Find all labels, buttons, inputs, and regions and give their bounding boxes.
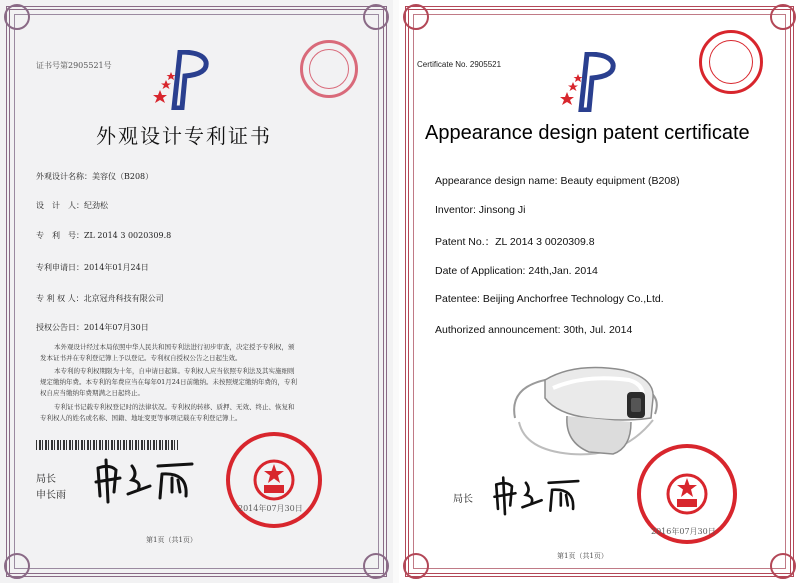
body-line: 专利证书记载专利权登记时的法律状况。专利权的转移、质押、无效、终止、恢复和 [54, 403, 295, 411]
director-name: 申长雨 [36, 490, 66, 501]
director-signature [491, 474, 587, 516]
director-title: 局长 [453, 494, 473, 505]
field-row [36, 262, 149, 273]
field-row [36, 230, 171, 241]
field-row: Patentee: Beijing Anchorfree Technology Co.,Ltd. [435, 293, 664, 305]
field-value: ZL 2014 3 0020309.8 [84, 231, 172, 240]
field-label: 授权公告日： [36, 323, 84, 332]
field-label: 设 计 人： [36, 201, 84, 210]
seal-date: 2016年07月30日 [651, 527, 716, 536]
chinese-certificate [0, 0, 393, 583]
certificate-title: 外观设计专利证书 [96, 124, 272, 148]
corner-ornament [4, 553, 30, 579]
page-footer: 第1页（共1页） [557, 552, 608, 560]
field-value: 美容仪（B208） [92, 172, 154, 181]
corner-ornament [403, 553, 429, 579]
field-value: 北京冠舟科技有限公司 [83, 294, 164, 303]
english-certificate [399, 0, 800, 583]
corner-ornament [363, 4, 389, 30]
print-control-seal-inner [709, 40, 753, 84]
beauty-device-image [505, 358, 665, 468]
corner-ornament [770, 553, 796, 579]
field-label: 专 利 号： [36, 231, 84, 240]
body-line: 权自应当缴纳年费期满之日起终止。 [40, 389, 144, 397]
field-value: 纪劲松 [84, 201, 108, 210]
corner-ornament [363, 553, 389, 579]
certificate-number: Certificate No. 2905521 [417, 60, 502, 69]
body-line: 本专利的专利权期限为十年，自申请日起算。专利权人应当依照专利法及其实施细则 [54, 367, 295, 375]
body-line: 专利权人的姓名或名称、国籍、地址变更等事项记载在专利登记簿上。 [40, 414, 242, 422]
page-footer: 第1页（共1页） [146, 536, 197, 544]
field-row [36, 171, 153, 182]
print-control-seal-inner [309, 49, 349, 89]
field-row: Patent No.：ZL 2014 3 0020309.8 [435, 236, 595, 248]
certificate-number: 证书号第2905521号 [36, 61, 112, 70]
national-emblem-icon [252, 458, 296, 502]
field-row: Authorized announcement: 30th, Jul. 2014 [435, 324, 633, 336]
field-label: 专 利 权 人： [36, 294, 84, 303]
field-row [36, 200, 108, 211]
body-line: 规定缴纳年费。本专利的年费应当在每年01月24日前缴纳。未按照规定缴纳年费的，专利 [40, 378, 298, 386]
body-line: 本外观设计经过本局依照中华人民共和国专利法进行初步审查，决定授予专利权，颁 [54, 343, 295, 351]
field-row: Appearance design name: Beauty equipment (B208) [435, 175, 680, 187]
field-label: 专利申请日： [36, 263, 84, 272]
field-row: Inventor: Jinsong Ji [435, 204, 526, 216]
patent-office-logo [150, 50, 214, 110]
corner-ornament [770, 4, 796, 30]
corner-ornament [4, 4, 30, 30]
patent-office-logo [557, 52, 621, 112]
certificate-title: Appearance design patent certificate [425, 122, 750, 144]
field-label: 外观设计名称： [36, 172, 92, 181]
seal-date: 2014年07月30日 [238, 504, 303, 513]
field-row [36, 293, 164, 304]
corner-ornament [403, 4, 429, 30]
field-row [36, 322, 149, 333]
body-line: 发本证书并在专利登记簿上予以登记。专利权自授权公告之日起生效。 [40, 354, 242, 362]
national-emblem-icon [665, 472, 709, 516]
field-row: Date of Application: 24th,Jan. 2014 [435, 265, 598, 277]
barcode [36, 440, 178, 450]
director-signature [92, 456, 202, 504]
field-value: 2014年07月30日 [84, 323, 149, 332]
field-value: 2014年01月24日 [84, 263, 149, 272]
director-title: 局长 [36, 474, 56, 485]
